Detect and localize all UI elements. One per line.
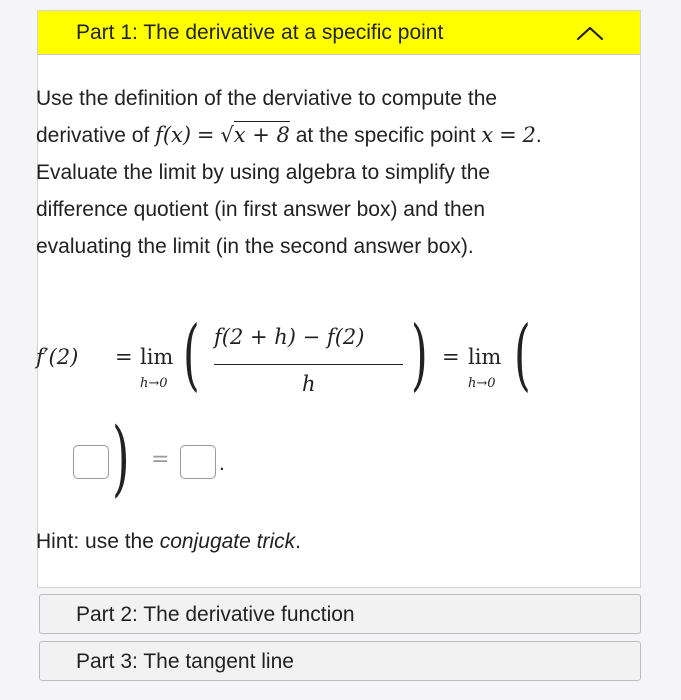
left-paren-big: ( <box>183 310 200 400</box>
part3-title: Part 3: The tangent line <box>76 650 294 673</box>
equation-period: . <box>219 452 225 475</box>
left-paren-big-2: ( <box>514 310 531 400</box>
sqrt-symbol: √ <box>220 123 234 147</box>
lim-subscript-2: h→0 <box>468 376 496 391</box>
equals-sign-5: = <box>151 447 170 472</box>
hint-emphasis: conjugate trick <box>159 530 296 553</box>
instructions-paragraph <box>36 80 581 265</box>
sqrt-expression <box>220 117 290 154</box>
fraction-bar <box>214 364 403 365</box>
answer-box-2[interactable] <box>180 445 216 479</box>
difference-quotient-numerator: f(2 + h) − f(2) <box>214 325 365 349</box>
equals-sign-3: = <box>115 345 133 369</box>
answer-box-1[interactable] <box>73 445 109 479</box>
equals-sign: = <box>196 123 215 147</box>
right-paren-big: ) <box>411 310 428 400</box>
part1-title: Part 1: The derivative at a specific point <box>76 21 444 44</box>
function-f-of-x: f(x) <box>155 123 192 147</box>
instructions-text-3: . Evaluate the limit by using algebra to simplify the difference quotient (in first answer box) and then evaluating the limit (in the second answer box). <box>36 124 542 258</box>
instructions-text-2: at the specific point <box>289 124 482 147</box>
lim-subscript: h→0 <box>140 376 168 391</box>
part2-title: Part 2: The derivative function <box>76 603 355 626</box>
lim-operator: lim <box>140 345 174 369</box>
limit-equation <box>36 310 596 412</box>
lim-operator-2: lim <box>468 345 502 369</box>
part3-header[interactable] <box>39 641 641 681</box>
instructions-text-1: Use the definition of the derviative to compute the derivative of <box>36 87 498 147</box>
chevron-up-icon[interactable] <box>574 23 606 43</box>
difference-quotient-denominator: h <box>302 372 316 396</box>
equals-sign-4: = <box>442 345 460 369</box>
part1-header[interactable] <box>38 11 640 55</box>
equals-sign-2: = <box>499 123 517 147</box>
variable-x: x <box>481 123 494 147</box>
hint-suffix: . <box>295 530 301 553</box>
sqrt-argument: x + 8 <box>233 123 290 147</box>
point-value: 2 <box>522 123 536 147</box>
part2-header[interactable] <box>39 594 641 634</box>
right-paren-big-2: ) <box>112 411 130 506</box>
f-prime-of-2: f′(2) <box>36 345 79 369</box>
hint-text <box>36 530 301 554</box>
hint-prefix: Hint: use the <box>36 530 160 553</box>
